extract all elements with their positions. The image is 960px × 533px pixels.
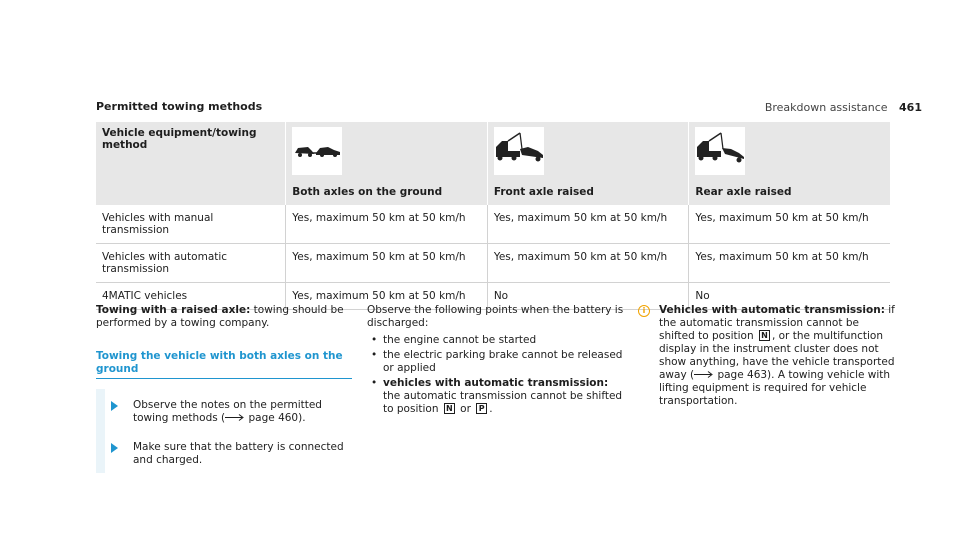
instruction-steps — [96, 389, 354, 473]
step-arrow-icon — [111, 443, 118, 453]
towing-methods-table — [96, 122, 890, 310]
section-subheading: Towing the vehicle with both axles on the ground — [96, 350, 352, 379]
info-note — [638, 304, 896, 408]
list-item — [367, 377, 625, 416]
running-header — [765, 101, 922, 114]
gear-n-icon: N — [444, 403, 455, 414]
gear-n-icon: N — [759, 330, 770, 341]
table-row — [96, 244, 890, 283]
battery-list — [367, 334, 625, 416]
table-cell: Yes, maximum 50 km at 50 km/h — [286, 283, 488, 310]
table-title: Permitted towing methods — [96, 100, 263, 113]
page-reference-link[interactable]: page 463). A towing vehicle with lifting equipment is required for vehicle transportation. — [659, 369, 891, 407]
raised-axle-paragraph — [96, 304, 354, 330]
row-label: Vehicles with automatic transmission — [96, 244, 286, 283]
table-cell: No — [487, 283, 689, 310]
table-cell: Yes, maximum 50 km at 50 km/h — [286, 205, 488, 244]
table-cell: Yes, maximum 50 km at 50 km/h — [286, 244, 488, 283]
page-number: 461 — [899, 101, 922, 114]
info-lead: Vehicles with automatic transmission: — [659, 304, 885, 316]
battery-intro: Observe the following points when the battery is discharged: — [367, 304, 624, 329]
list-item-text: the automatic transmission cannot be shifted to position — [383, 390, 623, 415]
page-reference-link[interactable]: page 460). — [245, 412, 306, 424]
table-cell: Yes, maximum 50 km at 50 km/h — [689, 205, 890, 244]
column-header: Rear axle raised — [689, 184, 890, 205]
car-towed-flat-icon — [292, 127, 342, 175]
instruction-step — [105, 389, 354, 431]
section-title: Breakdown assistance — [764, 101, 888, 114]
tow-truck-rear-axle-icon — [695, 127, 745, 175]
info-text: , or the multifunction display in the instrument cluster does not show anything, have the vehicle transported away ( — [659, 330, 895, 381]
step-text: Make sure that the battery is connected and charged. — [133, 441, 344, 466]
list-item: • the engine cannot be started — [367, 334, 625, 347]
row-label: Vehicles with manual transmission — [96, 205, 286, 244]
tow-truck-front-axle-icon — [494, 127, 544, 175]
info-text: if the automatic transmission cannot be shifted to position — [659, 304, 895, 342]
step-text: Observe the notes on the permitted towing methods ( — [133, 399, 322, 424]
table-cell: No — [689, 283, 890, 310]
column-right — [638, 304, 896, 408]
column-middle — [367, 304, 625, 418]
instruction-step — [105, 431, 354, 473]
step-arrow-icon — [111, 401, 118, 411]
table-cell: Yes, maximum 50 km at 50 km/h — [487, 205, 689, 244]
period: . — [489, 403, 493, 415]
or-text: or — [456, 403, 475, 415]
list-item: • the electric parking brake cannot be released or applied — [367, 349, 625, 375]
table-cell: Yes, maximum 50 km at 50 km/h — [689, 244, 890, 283]
icon-cell — [689, 122, 890, 184]
cross-reference-arrow-icon — [225, 414, 245, 421]
icon-cell — [286, 122, 488, 184]
column-left — [96, 304, 354, 473]
table-row — [96, 205, 890, 244]
raised-axle-text: towing should be performed by a towing company. — [96, 304, 344, 329]
raised-axle-lead: Towing with a raised axle: — [96, 304, 251, 316]
row-label: 4MATIC vehicles — [96, 283, 286, 310]
gear-p-icon: P — [476, 403, 487, 414]
column-header: Both axles on the ground — [286, 184, 488, 205]
list-item-lead: vehicles with automatic transmission: — [383, 377, 609, 389]
table-cell: Yes, maximum 50 km at 50 km/h — [487, 244, 689, 283]
info-icon: i — [638, 305, 650, 317]
column-header: Front axle raised — [487, 184, 689, 205]
cross-reference-arrow-icon — [694, 371, 714, 378]
icon-cell — [487, 122, 689, 184]
corner-header: Vehicle equipment/towing method — [96, 122, 286, 205]
